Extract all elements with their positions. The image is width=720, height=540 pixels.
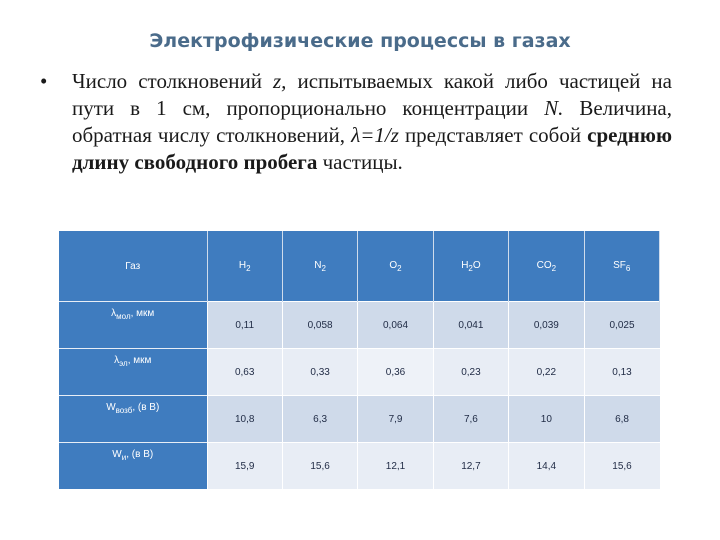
table-cell: 0,22	[509, 349, 584, 396]
table-cell: 0,13	[584, 349, 659, 396]
header-h2: $H_2$	[207, 231, 282, 302]
table-cell: 12,7	[433, 443, 508, 490]
table-cell: 7,9	[358, 396, 433, 443]
table-cell: 0,63	[207, 349, 282, 396]
header-o2: $O_2$	[358, 231, 433, 302]
var-n: N.	[544, 96, 564, 120]
bullet-text	[72, 68, 672, 176]
table-cell: 15,6	[282, 443, 357, 490]
gas-properties-table	[59, 231, 660, 489]
row-label-lambda-el: $\lambda_{эл}$, мкм	[59, 349, 207, 396]
text-part-2: испытываемых какой либо частицей на пути в 1 см, пропорционально концентрации	[72, 69, 672, 120]
text-part-5: частицы.	[317, 150, 403, 174]
table-cell: 7,6	[433, 396, 508, 443]
table-cell: 14,4	[509, 443, 584, 490]
header-n2: $N_2$	[282, 231, 357, 302]
table-cell: 6,3	[282, 396, 357, 443]
table-row	[59, 396, 660, 443]
table-cell: 10	[509, 396, 584, 443]
table-row	[59, 302, 660, 349]
table-cell: 0,058	[282, 302, 357, 349]
slide-title: Электрофизические процессы в газах	[149, 30, 571, 52]
table-cell: 12,1	[358, 443, 433, 490]
table-cell: 0,36	[358, 349, 433, 396]
table-cell: 0,064	[358, 302, 433, 349]
header-sf6: $SF_6$	[584, 231, 659, 302]
table-cell: 6,8	[584, 396, 659, 443]
table-cell: 0,23	[433, 349, 508, 396]
table-cell: 15,6	[584, 443, 659, 490]
text-part-4: представляет собой	[398, 123, 588, 147]
table-cell: 0,041	[433, 302, 508, 349]
formula-lambda: λ=1/z	[351, 123, 399, 147]
var-z: z,	[272, 69, 287, 93]
table-cell: 15,9	[207, 443, 282, 490]
table-header-row	[59, 231, 660, 302]
header-co2: $CO_2$	[509, 231, 584, 302]
bullet-paragraph	[40, 68, 672, 176]
row-label-lambda-mol: $\lambda_{мол}$, мкм	[59, 302, 207, 349]
table-cell: 0,33	[282, 349, 357, 396]
table-cell: 0,025	[584, 302, 659, 349]
row-label-w-ion: $W_и$, (в В)	[59, 443, 207, 490]
table-row	[59, 443, 660, 490]
header-gas: Газ	[59, 231, 207, 302]
row-label-w-exc: $W_{возб}$, (в В)	[59, 396, 207, 443]
table-cell: 0,039	[509, 302, 584, 349]
table-row	[59, 349, 660, 396]
text-part-3: Величина, обратная числу столкновений,	[72, 96, 673, 147]
text-part-1: Число столкновений	[72, 69, 273, 93]
bullet-dot: •	[40, 69, 48, 93]
term-mean-free-path: среднюю длину свободного пробега	[72, 123, 672, 174]
header-h2o: $H_2O$	[433, 231, 508, 302]
table-cell: 10,8	[207, 396, 282, 443]
table-cell: 0,11	[207, 302, 282, 349]
